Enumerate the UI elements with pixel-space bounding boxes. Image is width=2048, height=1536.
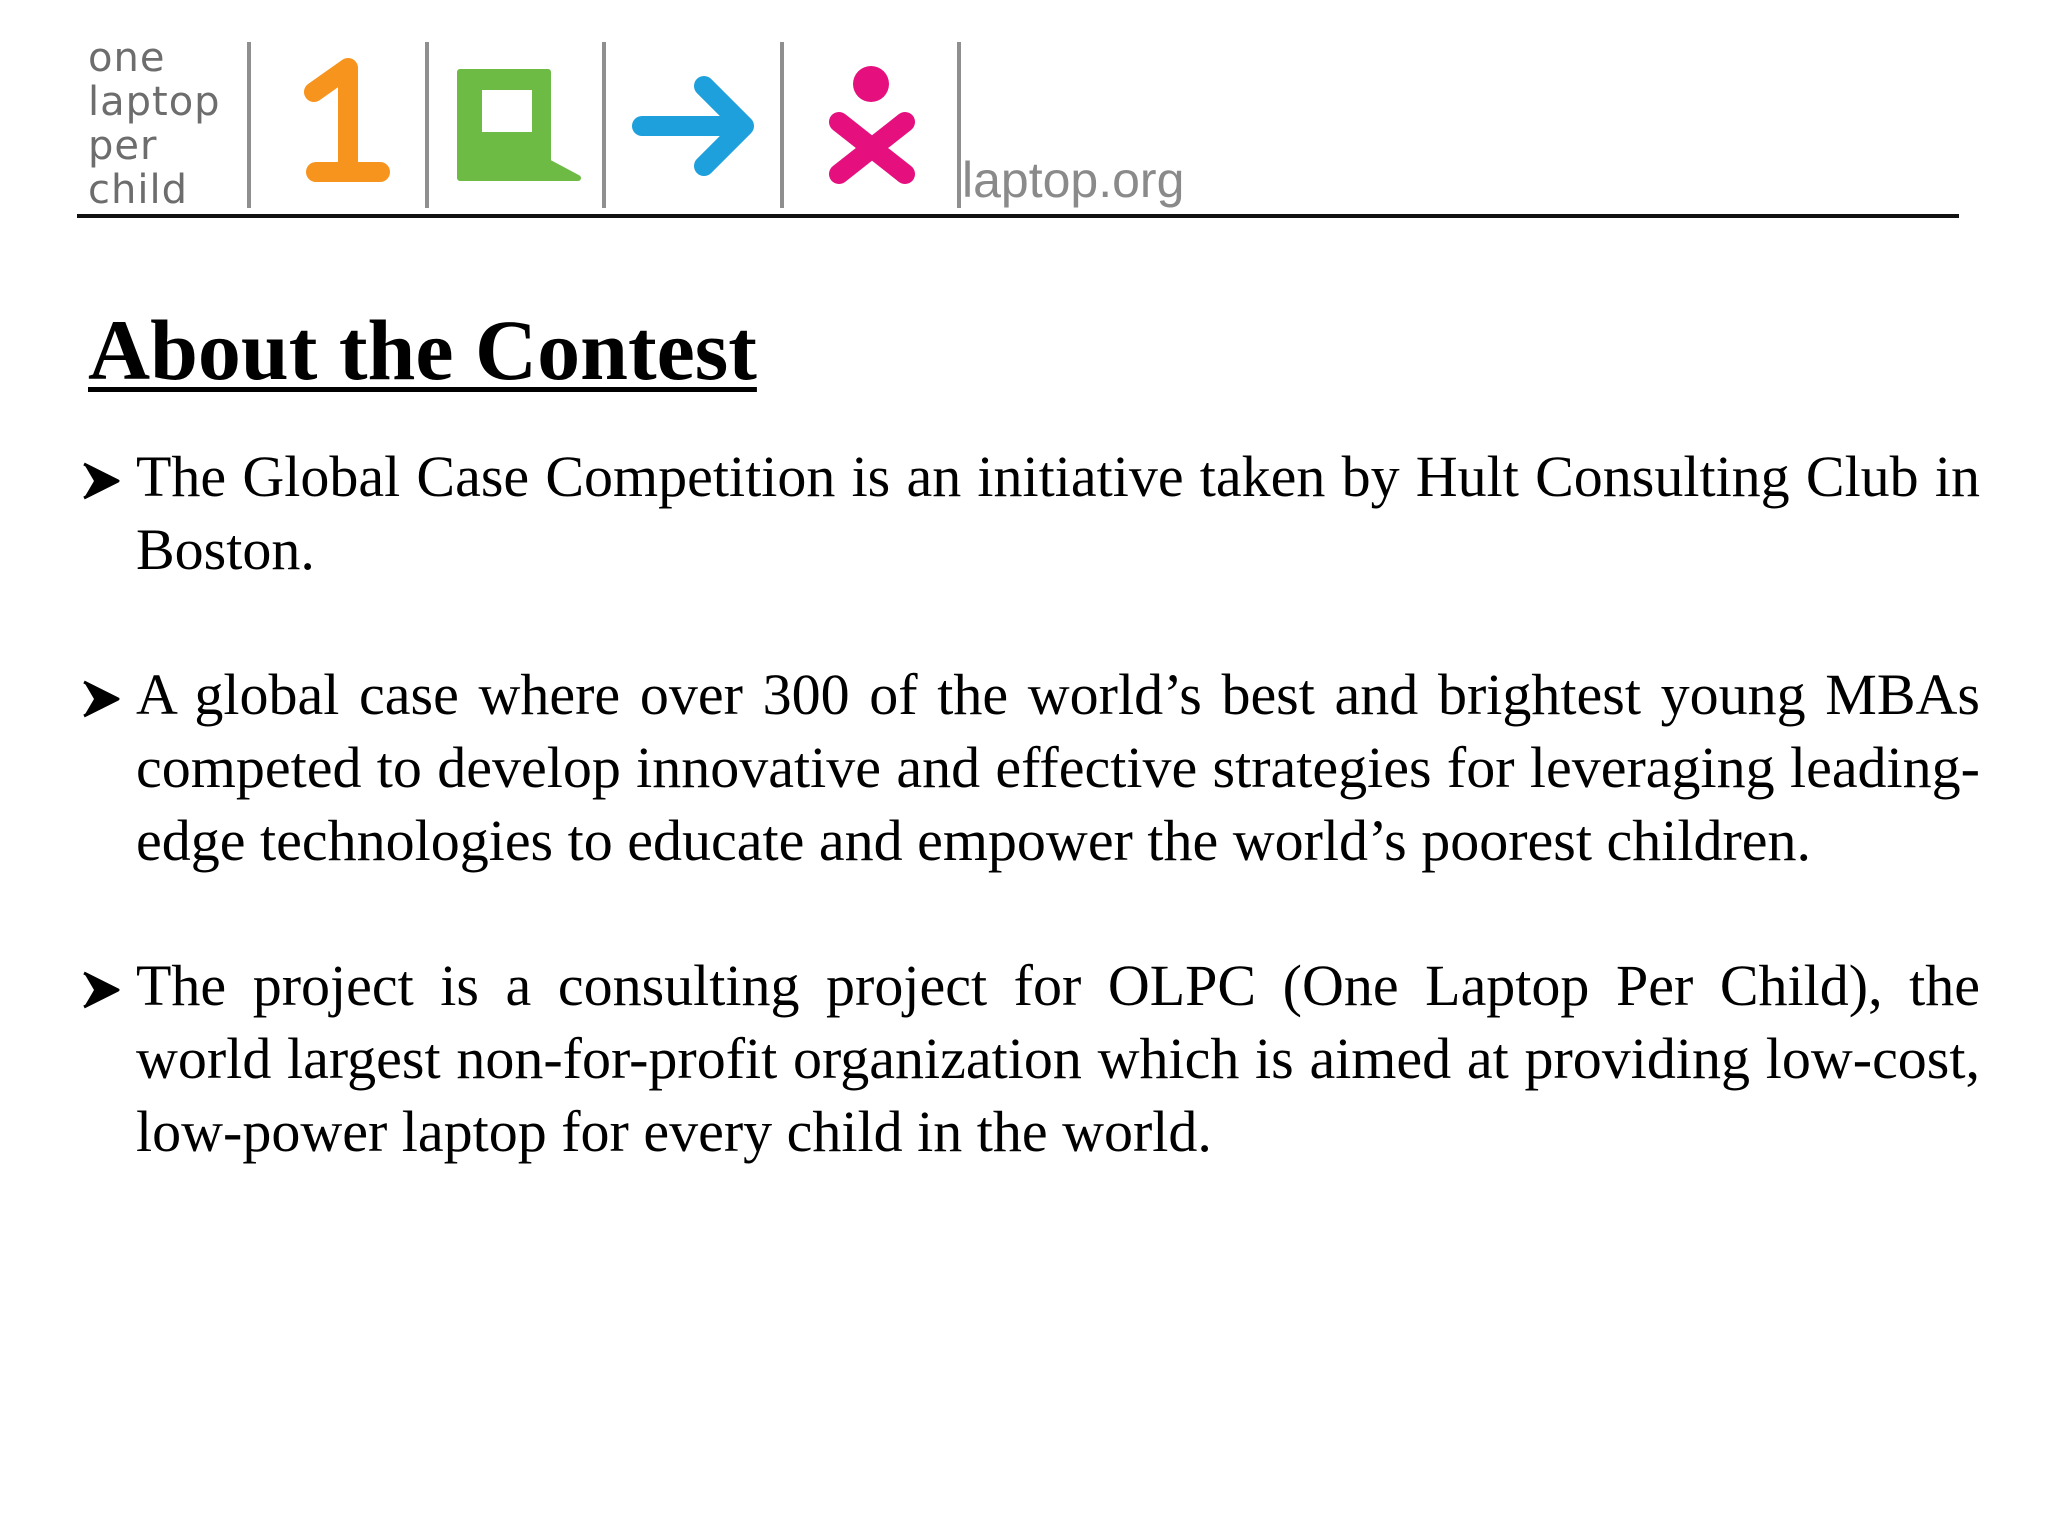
page-title: About the Contest [88,302,757,398]
list-item [80,440,1980,586]
header-divider [602,42,606,208]
header-divider [957,42,961,208]
laptop-icon [440,50,590,200]
wordmark-line: per [88,123,158,169]
header-divider [780,42,784,208]
arrowhead-bullet-icon [80,460,122,502]
wordmark-line: child [88,167,188,213]
bullet-text: The project is a consulting project for OLPC (One Laptop Per Child), the world largest non-for-profit organization which is aimed at providing low-cost, low-power laptop for every child in the world. [136,953,1980,1164]
header-rule [77,214,1959,218]
header-divider [247,42,251,208]
header-divider [425,42,429,208]
logo-header [0,0,2048,220]
arrowhead-bullet-icon [80,969,122,1011]
website-domain: laptop.org [962,152,1185,208]
bullet-text: The Global Case Competition is an initiative taken by Hult Consulting Club in Boston. [136,444,1980,582]
bullet-list [80,440,1980,1240]
bullet-text: A global case where over 300 of the world’s best and brightest young MBAs competed to develop innovative and effective strategies for leveraging leading-edge technologies to educate and empower the world’s poorest children. [136,662,1980,873]
list-item [80,658,1980,877]
arrow-right-icon [620,50,770,200]
number-one-icon [262,50,412,200]
olpc-wordmark [88,36,221,212]
arrowhead-bullet-icon [80,678,122,720]
xo-child-icon [795,50,945,200]
list-item [80,949,1980,1168]
wordmark-line: one [88,35,166,81]
wordmark-line: laptop [88,79,221,125]
